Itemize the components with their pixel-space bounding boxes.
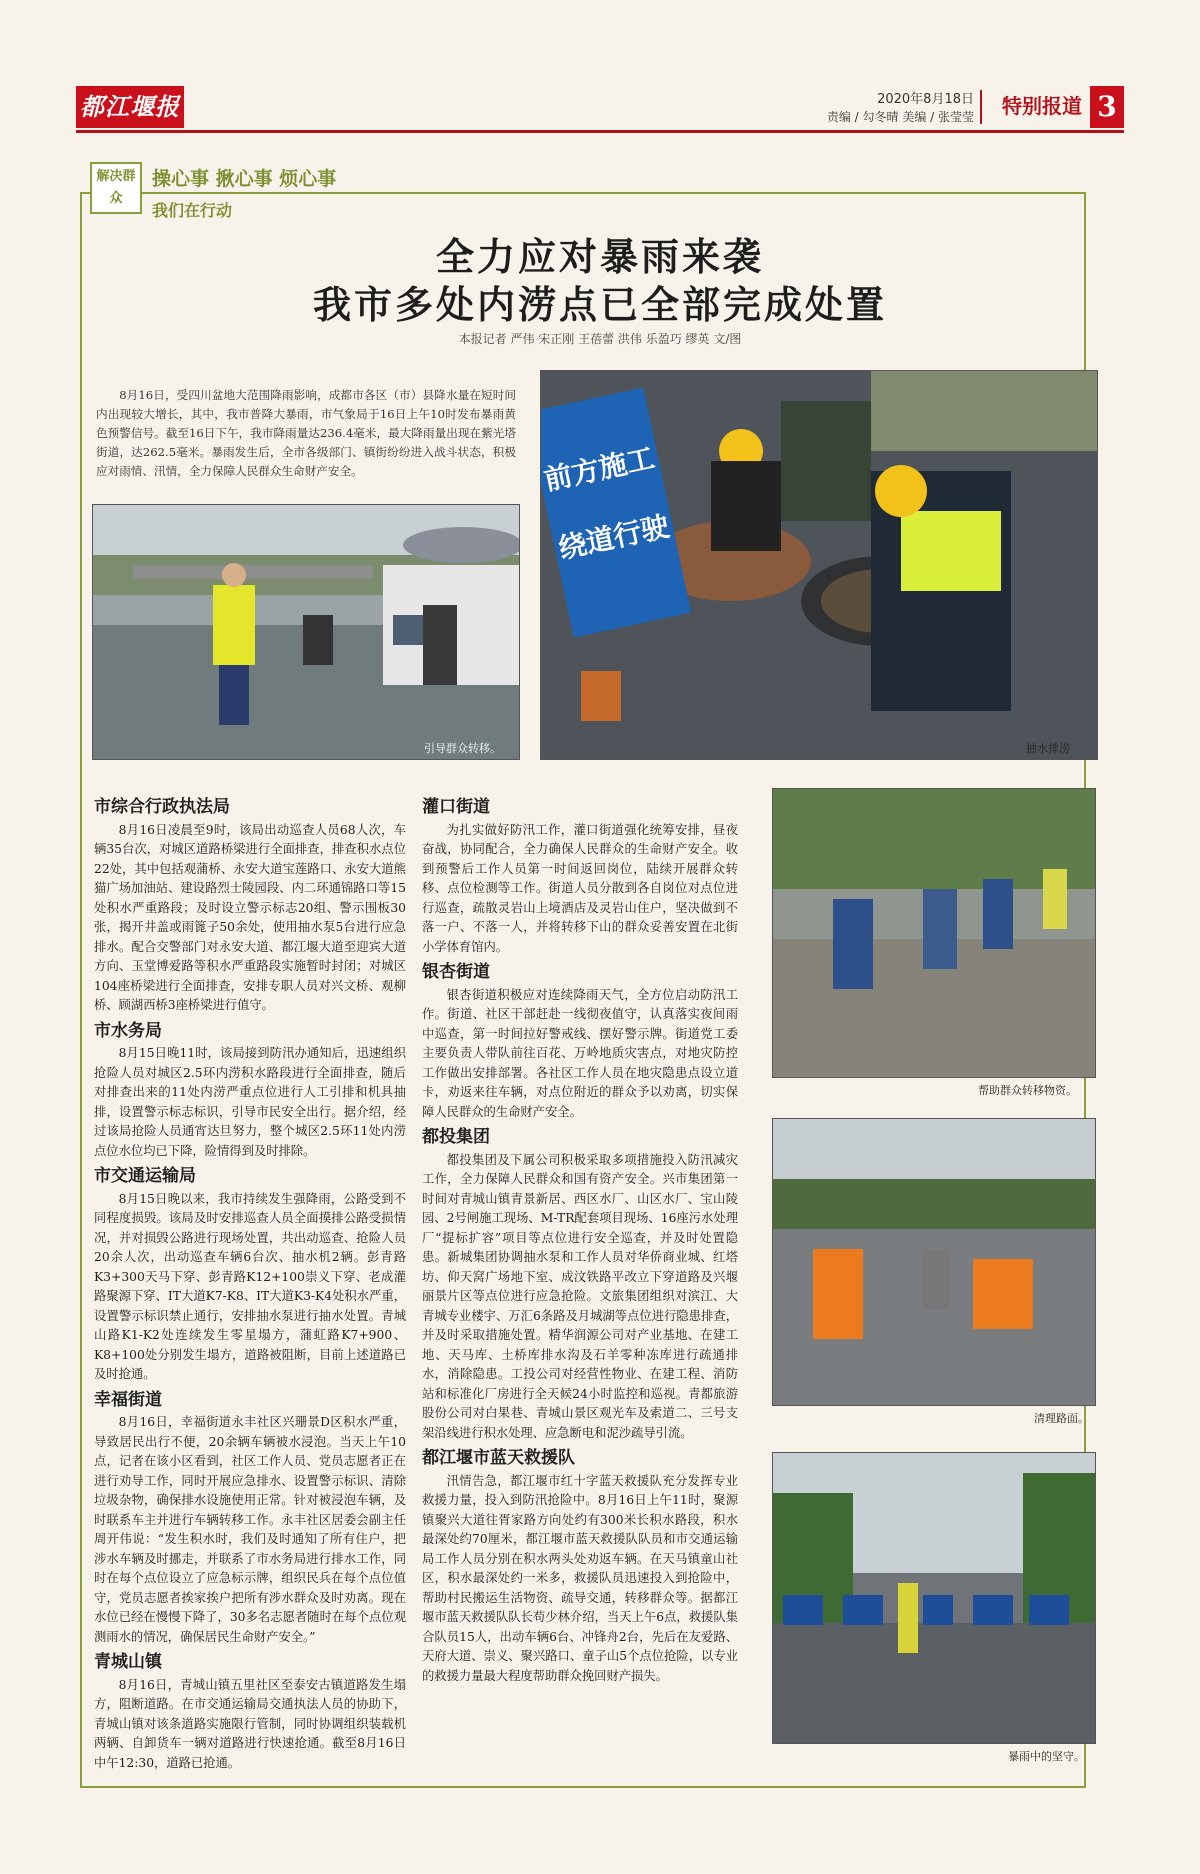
photo-guide-evacuation — [92, 504, 520, 760]
photo-moving-supplies-caption: 帮助群众转移物资。 — [978, 1084, 1077, 1097]
column-slogan: 操心事 揪心事 烦心事 — [152, 168, 337, 190]
masthead — [76, 86, 1124, 133]
article-heading: 灌口街道 — [422, 797, 490, 817]
article-body: 为扎实做好防汛工作，灌口街道强化统筹安排，昼夜奋战，协同配合，全力确保人民群众的生命财产安全。收到预警后工作人员第一时间返回岗位，陆续开展群众转移、点位检测等工作。街道人员分散到各自岗位对点位进行巡查，疏散灵岩山上境酒店及灵岩山住户，坚决做到不落一户、不落一人，并将转移下山的群众妥善安置在北街小学体育馆内。 — [422, 822, 738, 954]
sign-text-bottom: 绕道行驶 — [555, 509, 673, 566]
editor-credits: 责编 / 勾冬晴 美编 / 张莹莹 — [826, 110, 974, 124]
column-subslogan: 我们在行动 — [152, 201, 233, 220]
article-heading: 银杏街道 — [422, 962, 490, 982]
article-heading: 市交通运输局 — [94, 1166, 196, 1186]
article-heading: 市水务局 — [94, 1020, 162, 1041]
article-body: 8月15日晚11时，该局接到防汛办通知后，迅速组织抢险人员对城区2.5环内涝积水路段进行全面排查，随后对排查出来的11处内涝严重点位进行人工引排和机具抽排，设置警示标志标识，引导市民安全出行。据介绍，经过该局抢险人员通宵达旦努力，整个城区2.5环11处内涝点位水位均已下降，险情得到及时排除。 — [94, 1046, 406, 1158]
article-heading: 青城山镇 — [94, 1652, 162, 1672]
article-body: 汛情告急，都江堰市红十字蓝天救援队充分发挥专业救援力量，投入到防汛抢险中。8月16日上午11时，聚源镇聚兴大道往胥家路方向处约有300米长积水路段，积水最深处约70厘米，都江堰市蓝天救援队队员和市交通运输局工作人员分别在积水两头处劝返车辆。在天马镇童山社区，积水最深处约一米多，救援队员迅速投入到抢险中，帮助村民搬运生活物资、疏导交通，转移群众等。据都江堰市蓝天救援队队长苟少林介绍，当天上午6点，救援队集合队员15人，出动车辆6台、冲锋舟2台，先后在友爱路、天府大道、崇义、聚兴路口、童子山5个点位抢险，以专业的救援力量最大程度帮助群众挽回财产损失。 — [422, 1473, 738, 1683]
article-body: 银杏街道积极应对连续降雨天气，全方位启动防汛工作。街道、社区干部赶赴一线彻夜值守，认真落实夜间雨中巡查，第一时间拉好警戒线、摆好警示牌。街道党工委主要负责人带队前往百花、万岭地质灾害点，对地灾防控工作做出安排部署。各社区工作人员在地灾隐患点设立道卡，劝返来往车辆，对点位附近的群众予以劝离，切实保障人民群众的生命财产安全。 — [422, 987, 738, 1119]
section-name: 特别报道 — [1002, 94, 1082, 118]
photo-standing-guard-caption: 暴雨中的坚守。 — [1008, 1750, 1085, 1763]
issue-date: 2020年8月18日 — [877, 92, 974, 107]
photo-standing-guard-art — [773, 1453, 1095, 1743]
photo-guide-evacuation-art — [93, 505, 519, 759]
photo-drainage-art — [541, 371, 1097, 759]
photo-clearing-road — [772, 1118, 1096, 1406]
page-number: 3 — [1090, 86, 1124, 128]
newspaper-logo: 都江堰报 — [76, 86, 184, 128]
headline-line1: 全力应对暴雨来袭 — [435, 234, 764, 279]
byline: 本报记者 严伟 宋正刚 王蓓蕾 洪伟 乐盈巧 缪英 文/图 — [458, 332, 742, 346]
headline-line2: 我市多处内涝点已全部完成处置 — [312, 282, 887, 327]
article-heading: 都投集团 — [422, 1127, 490, 1147]
photo-guide-evacuation-caption: 引导群众转移。 — [424, 742, 501, 755]
photo-drainage-caption: 抽水排涝 — [1026, 742, 1070, 755]
article-body: 8月16日，幸福街道永丰社区兴珊景D区积水严重，导致居民出行不便，20余辆车辆被水浸泡。当天上午10点，记者在该小区看到，社区工作人员、党员志愿者正在进行劝导工作，同时开展应急排水、设置警示标识、清除垃圾杂物，确保排水设施使用正常。针对被浸泡车辆，及时联系车主并进行车辆转移工作。永丰社区居委会副主任周开伟说：“发生积水时，我们及时通知了所有住户，把涉水车辆及时挪走，并联系了市水务局进行排水工作，同时在每个点位设立了应急标示牌，组织民兵在每个点位值守，党员志愿者挨家挨户把所有涉水群众及时劝离。现在水位已经在慢慢下降了，30多名志愿者随时在每个点位观测雨水的情况，确保居民生命财产安全。” — [94, 1415, 406, 1644]
photo-clearing-road-caption: 清理路面。 — [1034, 1412, 1089, 1425]
article-heading: 都江堰市蓝天救援队 — [422, 1448, 575, 1468]
article-heading: 幸福街道 — [94, 1389, 162, 1410]
article-body: 8月16日，青城山镇五里社区至泰安古镇道路发生塌方，阻断道路。在市交通运输局交通执法人员的协助下，青城山镇对该条道路实施限行管制，同时协调组织装载机两辆、自卸货车一辆对道路进行快速抢通。截至8月16日中午12:30，道路已抢通。 — [94, 1677, 406, 1770]
photo-drainage — [540, 370, 1098, 760]
article-heading: 市综合行政执法局 — [94, 797, 230, 817]
masthead-divider — [980, 90, 982, 124]
photo-standing-guard — [772, 1452, 1096, 1744]
column-badge-text: 解决群众 — [96, 169, 136, 206]
column-badge — [90, 162, 142, 214]
article-body: 8月15日晚以来，我市持续发生强降雨，公路受到不同程度损毁。该局及时安排巡查人员全面摸排公路受损情况，并对损毁公路进行现场处置，共出动巡查、抢险人员20余人次，出动巡查车辆6台次、抽水机2辆。彭青路K3+300天马下穿、彭青路K12+100崇义下穿、老成灌路聚源下穿、IT大道K7-K8、IT大道K3-K4处积水严重，设置警示标识禁止通行，安排抽水泵进行抽水处置。青城山路K1-K2处连续发生零星塌方，蒲虹路K7+900、K8+100处分别发生塌方，道路被阻断，目前上述道路已及时抢通。 — [94, 1191, 406, 1381]
lead-paragraph: 8月16日，受四川盆地大范围降雨影响，成都市各区（市）县降水量在短时间内出现较大增长，其中，我市普降大暴雨，市气象局于16日上午10时发布暴雨黄色预警信号。截至16日下午，我市降雨量达236.4毫米，最大降雨量出现在紫光塔街道，达262.5毫米。暴雨发生后，全市各级部门、镇街纷纷进入战斗状态，积极应对雨情、汛情，全力保障人民群众生命财产安全。 — [96, 388, 516, 478]
photo-moving-supplies — [772, 788, 1096, 1078]
sign-text-top: 前方施工 — [541, 441, 658, 497]
article-body: 都投集团及下属公司积极采取多项措施投入防汛减灾工作，全力保障人民群众和国有资产安全。兴市集团第一时间对青城山镇青景新居、西区水厂、山区水厂、宝山陵园、2号闸施工现场、M-TR配套项目现场、16座污水处理厂“提标扩容”项目等点位进行安全巡查，并及时处置隐患。新城集团协调抽水泵和工作人员对华侨商业城、红塔坊、仰天窝广场地下室、成汶铁路平改立下穿道路及兴堰丽景片区等点位进行应急抢险。文旅集团组织对滨江、大青城专业楼宇、万汇6条路及月城湖等点位进行隐患排查，并及时采取措施处置。精华润源公司对产业基地、在建工地、天马库、土桥库排水沟及石羊零种冻库进行疏通排水，消除隐患。工投公司对经营性物业、在建工程、消防站和标准化厂房进行全天候24小时监控和巡视。青都旅游股份公司对白果巷、青城山景区观光车及索道二、三号支架沿线进行积水处理、应急断电和泥沙疏导引流。 — [422, 1152, 738, 1440]
articles-column-middle — [422, 792, 738, 1686]
article-body: 8月16日凌晨至9时，该局出动巡查人员68人次，车辆35台次，对城区道路桥梁进行全面排查，排查积水点位22处，其中包括观蒲桥、永安大道宝莲路口、永安大道熊猫广场加油站、建设路烈士陵园段、内二环通锦路口等15处积水严重路段；及时设立警示标志20组、警示围板30张，揭开井盖或雨篦子50余处，使用抽水泵5台进行应急排水。配合交警部门对永安大道、都江堰大道至迎宾大道方向、玉堂博爱路等积水严重路段实施暂时封闭；对城区104座桥梁进行全面排查，安排专职人员对兴文桥、观柳桥、顾湖西桥3座桥梁进行值守。 — [94, 822, 406, 1012]
photo-moving-supplies-art — [773, 789, 1095, 1077]
articles-column-left — [94, 792, 406, 1773]
photo-clearing-road-art — [773, 1119, 1095, 1405]
